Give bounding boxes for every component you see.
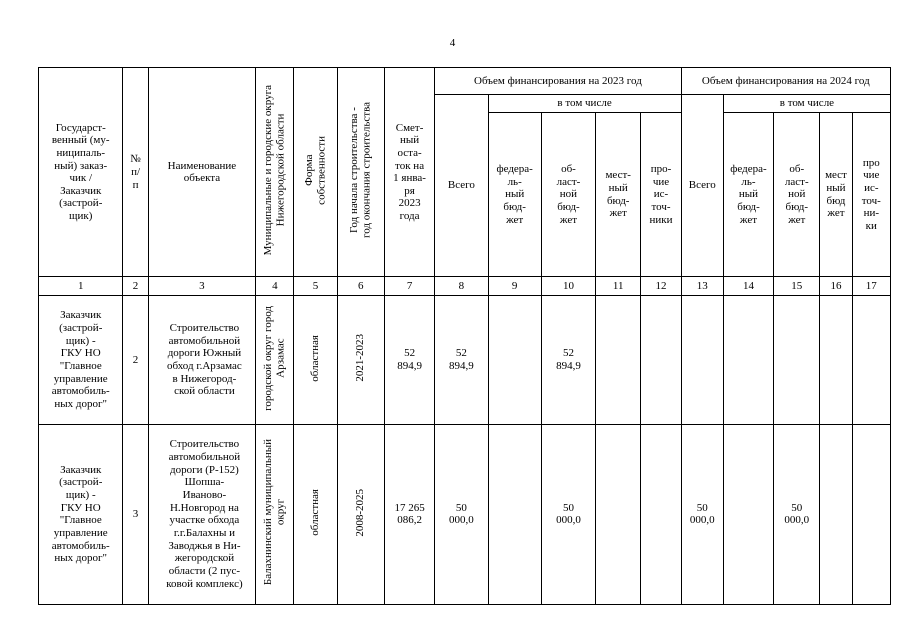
cell-ownership-text: областная (309, 334, 322, 382)
cell-customer: Заказчик (застрой- щик) - ГКУ НО "Главное управление автомобиль- ных дорог" (39, 424, 123, 604)
cell-num: 2 (123, 296, 148, 424)
cell-federal-2024 (723, 424, 773, 604)
column-number: 14 (723, 277, 773, 296)
header-fin-2024: Объем финансирования на 2024 год (681, 68, 890, 95)
cell-total-2024 (681, 296, 723, 424)
header-total-2024: Всего (681, 95, 723, 277)
cell-years (337, 424, 384, 604)
column-number: 11 (596, 277, 641, 296)
header-incl-2024: в том числе (723, 95, 890, 113)
cell-local-2024 (820, 424, 852, 604)
cell-municipality (256, 424, 294, 604)
table-row (39, 296, 891, 424)
header-num: № п/ п (123, 68, 148, 277)
column-number: 15 (774, 277, 820, 296)
header-ownership (294, 68, 337, 277)
cell-local-2024 (820, 296, 852, 424)
cell-local-2023 (596, 424, 641, 604)
header-other-2023: про- чие ис- точ- ники (641, 113, 681, 277)
cell-years (337, 296, 384, 424)
cell-regional-2023: 52 894,9 (541, 296, 595, 424)
header-incl-2023: в том числе (488, 95, 681, 113)
cell-other-2023 (641, 296, 681, 424)
column-number: 7 (384, 277, 434, 296)
cell-ownership (294, 424, 337, 604)
cell-years-text: 2021-2023 (354, 334, 367, 383)
cell-customer: Заказчик (застрой- щик) - ГКУ НО "Главное управление автомобиль- ных дорог" (39, 296, 123, 424)
financing-table (38, 67, 891, 605)
column-number: 5 (294, 277, 337, 296)
cell-local-2023 (596, 296, 641, 424)
cell-regional-2024 (774, 296, 820, 424)
cell-federal-2023 (488, 424, 541, 604)
cell-other-2024 (852, 424, 890, 604)
cell-municipality (256, 296, 294, 424)
cell-ownership (294, 296, 337, 424)
header-local-2024: мест ный бюд жет (820, 113, 852, 277)
header-regional-2024: об- ласт- ной бюд- жет (774, 113, 820, 277)
cell-estimate: 17 265 086,2 (384, 424, 434, 604)
cell-regional-2023: 50 000,0 (541, 424, 595, 604)
cell-regional-2024: 50 000,0 (774, 424, 820, 604)
cell-federal-2024 (723, 296, 773, 424)
header-years-text: Год начала строительства - год окончания строительства (348, 102, 373, 239)
column-number: 17 (852, 277, 890, 296)
header-other-2024: про чие ис- точ- ни- ки (852, 113, 890, 277)
cell-other-2023 (641, 424, 681, 604)
header-local-2023: мест- ный бюд- жет (596, 113, 641, 277)
cell-years-text: 2008-2025 (354, 488, 367, 537)
cell-total-2023: 52 894,9 (435, 296, 488, 424)
cell-object: Строительство автомобильной дороги Южный обход г.Арзамас в Нижегород- ской области (148, 296, 256, 424)
column-number: 13 (681, 277, 723, 296)
column-number: 3 (148, 277, 256, 296)
cell-other-2024 (852, 296, 890, 424)
column-number: 8 (435, 277, 488, 296)
header-municipality-text: Муниципальные и городские округа Нижегородской области (262, 85, 287, 256)
column-number: 2 (123, 277, 148, 296)
header-object-name: Наименование объекта (148, 68, 256, 277)
column-number: 9 (488, 277, 541, 296)
cell-municipality-text: городской округ город Арзамас (262, 305, 287, 411)
cell-estimate: 52 894,9 (384, 296, 434, 424)
column-number: 6 (337, 277, 384, 296)
header-regional-2023: об- ласт- ной бюд- жет (541, 113, 595, 277)
cell-federal-2023 (488, 296, 541, 424)
cell-num: 3 (123, 424, 148, 604)
column-number: 10 (541, 277, 595, 296)
table-row (39, 424, 891, 604)
header-years (337, 68, 384, 277)
cell-municipality-text: Балахнинский муниципальный округ (262, 439, 287, 586)
cell-total-2024: 50 000,0 (681, 424, 723, 604)
cell-ownership-text: областная (309, 489, 322, 536)
header-customer: Государст- венный (му- ниципаль- ный) заказ- чик / Заказчик (застрой- щик) (39, 68, 123, 277)
header-federal-2023: федера- ль- ный бюд- жет (488, 113, 541, 277)
header-total-2023: Всего (435, 95, 488, 277)
header-municipality (256, 68, 294, 277)
cell-object: Строительство автомобильной дороги (Р-152) Шопша- Иваново- Н.Новгород на участке обхода г.г.Балахны и Заводжья в Ни- жегородской области (2 пус- ковой комплекс) (148, 424, 256, 604)
header-estimate: Смет- ный оста- ток на 1 янва- ря 2023 года (384, 68, 434, 277)
header-fin-2023: Объем финансирования на 2023 год (435, 68, 681, 95)
column-number: 4 (256, 277, 294, 296)
column-number: 16 (820, 277, 852, 296)
column-number: 1 (39, 277, 123, 296)
column-number: 12 (641, 277, 681, 296)
cell-total-2023: 50 000,0 (435, 424, 488, 604)
header-row-1 (39, 68, 891, 95)
column-numbers-row (39, 277, 891, 296)
page-number: 4 (449, 37, 456, 49)
header-federal-2024: федера- ль- ный бюд- жет (723, 113, 773, 277)
header-ownership-text: Форма собственности (302, 135, 328, 205)
